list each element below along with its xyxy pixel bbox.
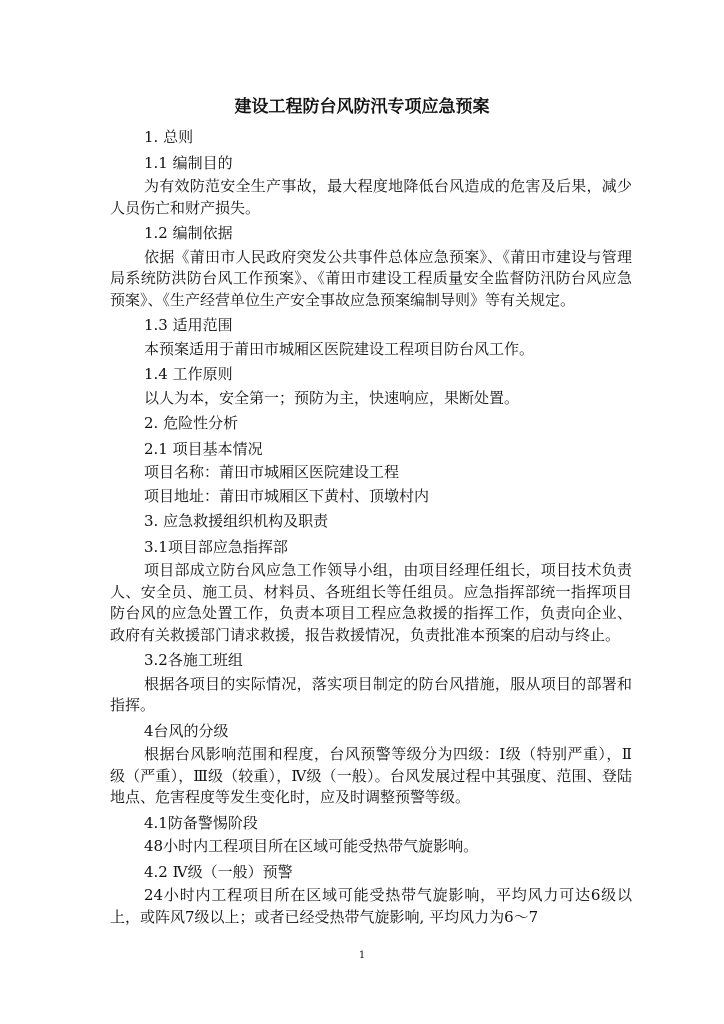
- paragraph-principles: 以人为本，安全第一；预防为主，快速响应，果断处置。: [144, 388, 520, 407]
- heading-1-1: 1.1 编制目的: [144, 153, 233, 172]
- document-body: [110, 123, 632, 928]
- heading-1-3: 1.3 适用范围: [144, 316, 233, 334]
- paragraph-basis: 依据《莆田市人民政府突发公共事件总体应急预案》、《莆田市建设与管理局系统防洪防台风工作预案》、《莆田市建设工程质量安全监督防汛防台风应急预案》、《生产经营单位生产安全事故应急预案编制导则》等有关规定。: [110, 247, 632, 309]
- heading-4-1: 4.1防备警惕阶段: [144, 813, 258, 832]
- document-title: 建设工程防台风防汛专项应急预案: [234, 97, 490, 117]
- paragraph-alert-stage: 48小时内工程项目所在区域可能受热带气旋影响。: [144, 837, 479, 855]
- heading-1-4: 1.4 工作原则: [144, 365, 233, 383]
- paragraph-level-4: 24小时内工程项目所在区域可能受热带气旋影响，平均风力可达6级以上，或阵风7级以上；或者已经受热带气旋影响, 平均风力为6～7: [110, 886, 632, 926]
- heading-2-1: 2.1 项目基本情况: [144, 439, 263, 458]
- paragraph-project-name: 项目名称：莆田市城厢区医院建设工程: [144, 463, 400, 481]
- heading-1: 1. 总则: [144, 128, 194, 146]
- paragraph-purpose: 为有效防范安全生产事故，最大程度地降低台风造成的危害及后果，减少人员伤亡和财产损失。: [110, 177, 632, 217]
- heading-3-1: 3.1项目部应急指挥部: [144, 537, 288, 556]
- heading-3-2: 3.2各施工班组: [144, 651, 243, 669]
- paragraph-command-center: 项目部成立防台风应急工作领导小组，由项目经理任组长，项目技术负责人、安全员、施工员、材料员、各班组长等任组员。应急指挥部统一指挥项目防台风的应急处置工作，负责本项目工程应急救援的指挥工作，负责向企业、政府有关救援部门请求救援，报告救援情况，负责批准本预案的启动与终止。: [110, 561, 632, 644]
- paragraph-work-teams: 根据各项目的实际情况，落实项目制定的防台风措施，服从项目的部署和指挥。: [110, 674, 632, 714]
- paragraph-project-address: 项目地址：莆田市城厢区下黄村、顶墩村内: [144, 486, 430, 505]
- heading-4: 4台风的分级: [144, 721, 229, 740]
- page-number: 1: [358, 950, 366, 961]
- paragraph-grading: 根据台风影响范围和程度，台风预警等级分为四级：Ⅰ级（特别严重），Ⅱ级（严重），Ⅲ级（较重），Ⅳ级（一般）。台风发展过程中其强度、范围、登陆地点、危害程度等发生变化时，应及时调整预警等级。: [110, 745, 632, 806]
- paragraph-scope: 本预案适用于莆田市城厢区医院建设工程项目防台风工作。: [144, 339, 535, 358]
- heading-3: 3. 应急救援组织机构及职责: [144, 512, 329, 530]
- heading-1-2: 1.2 编制依据: [144, 224, 233, 242]
- heading-4-2: 4.2 Ⅳ级（一般）预警: [144, 862, 293, 881]
- heading-2: 2. 危险性分析: [144, 414, 239, 432]
